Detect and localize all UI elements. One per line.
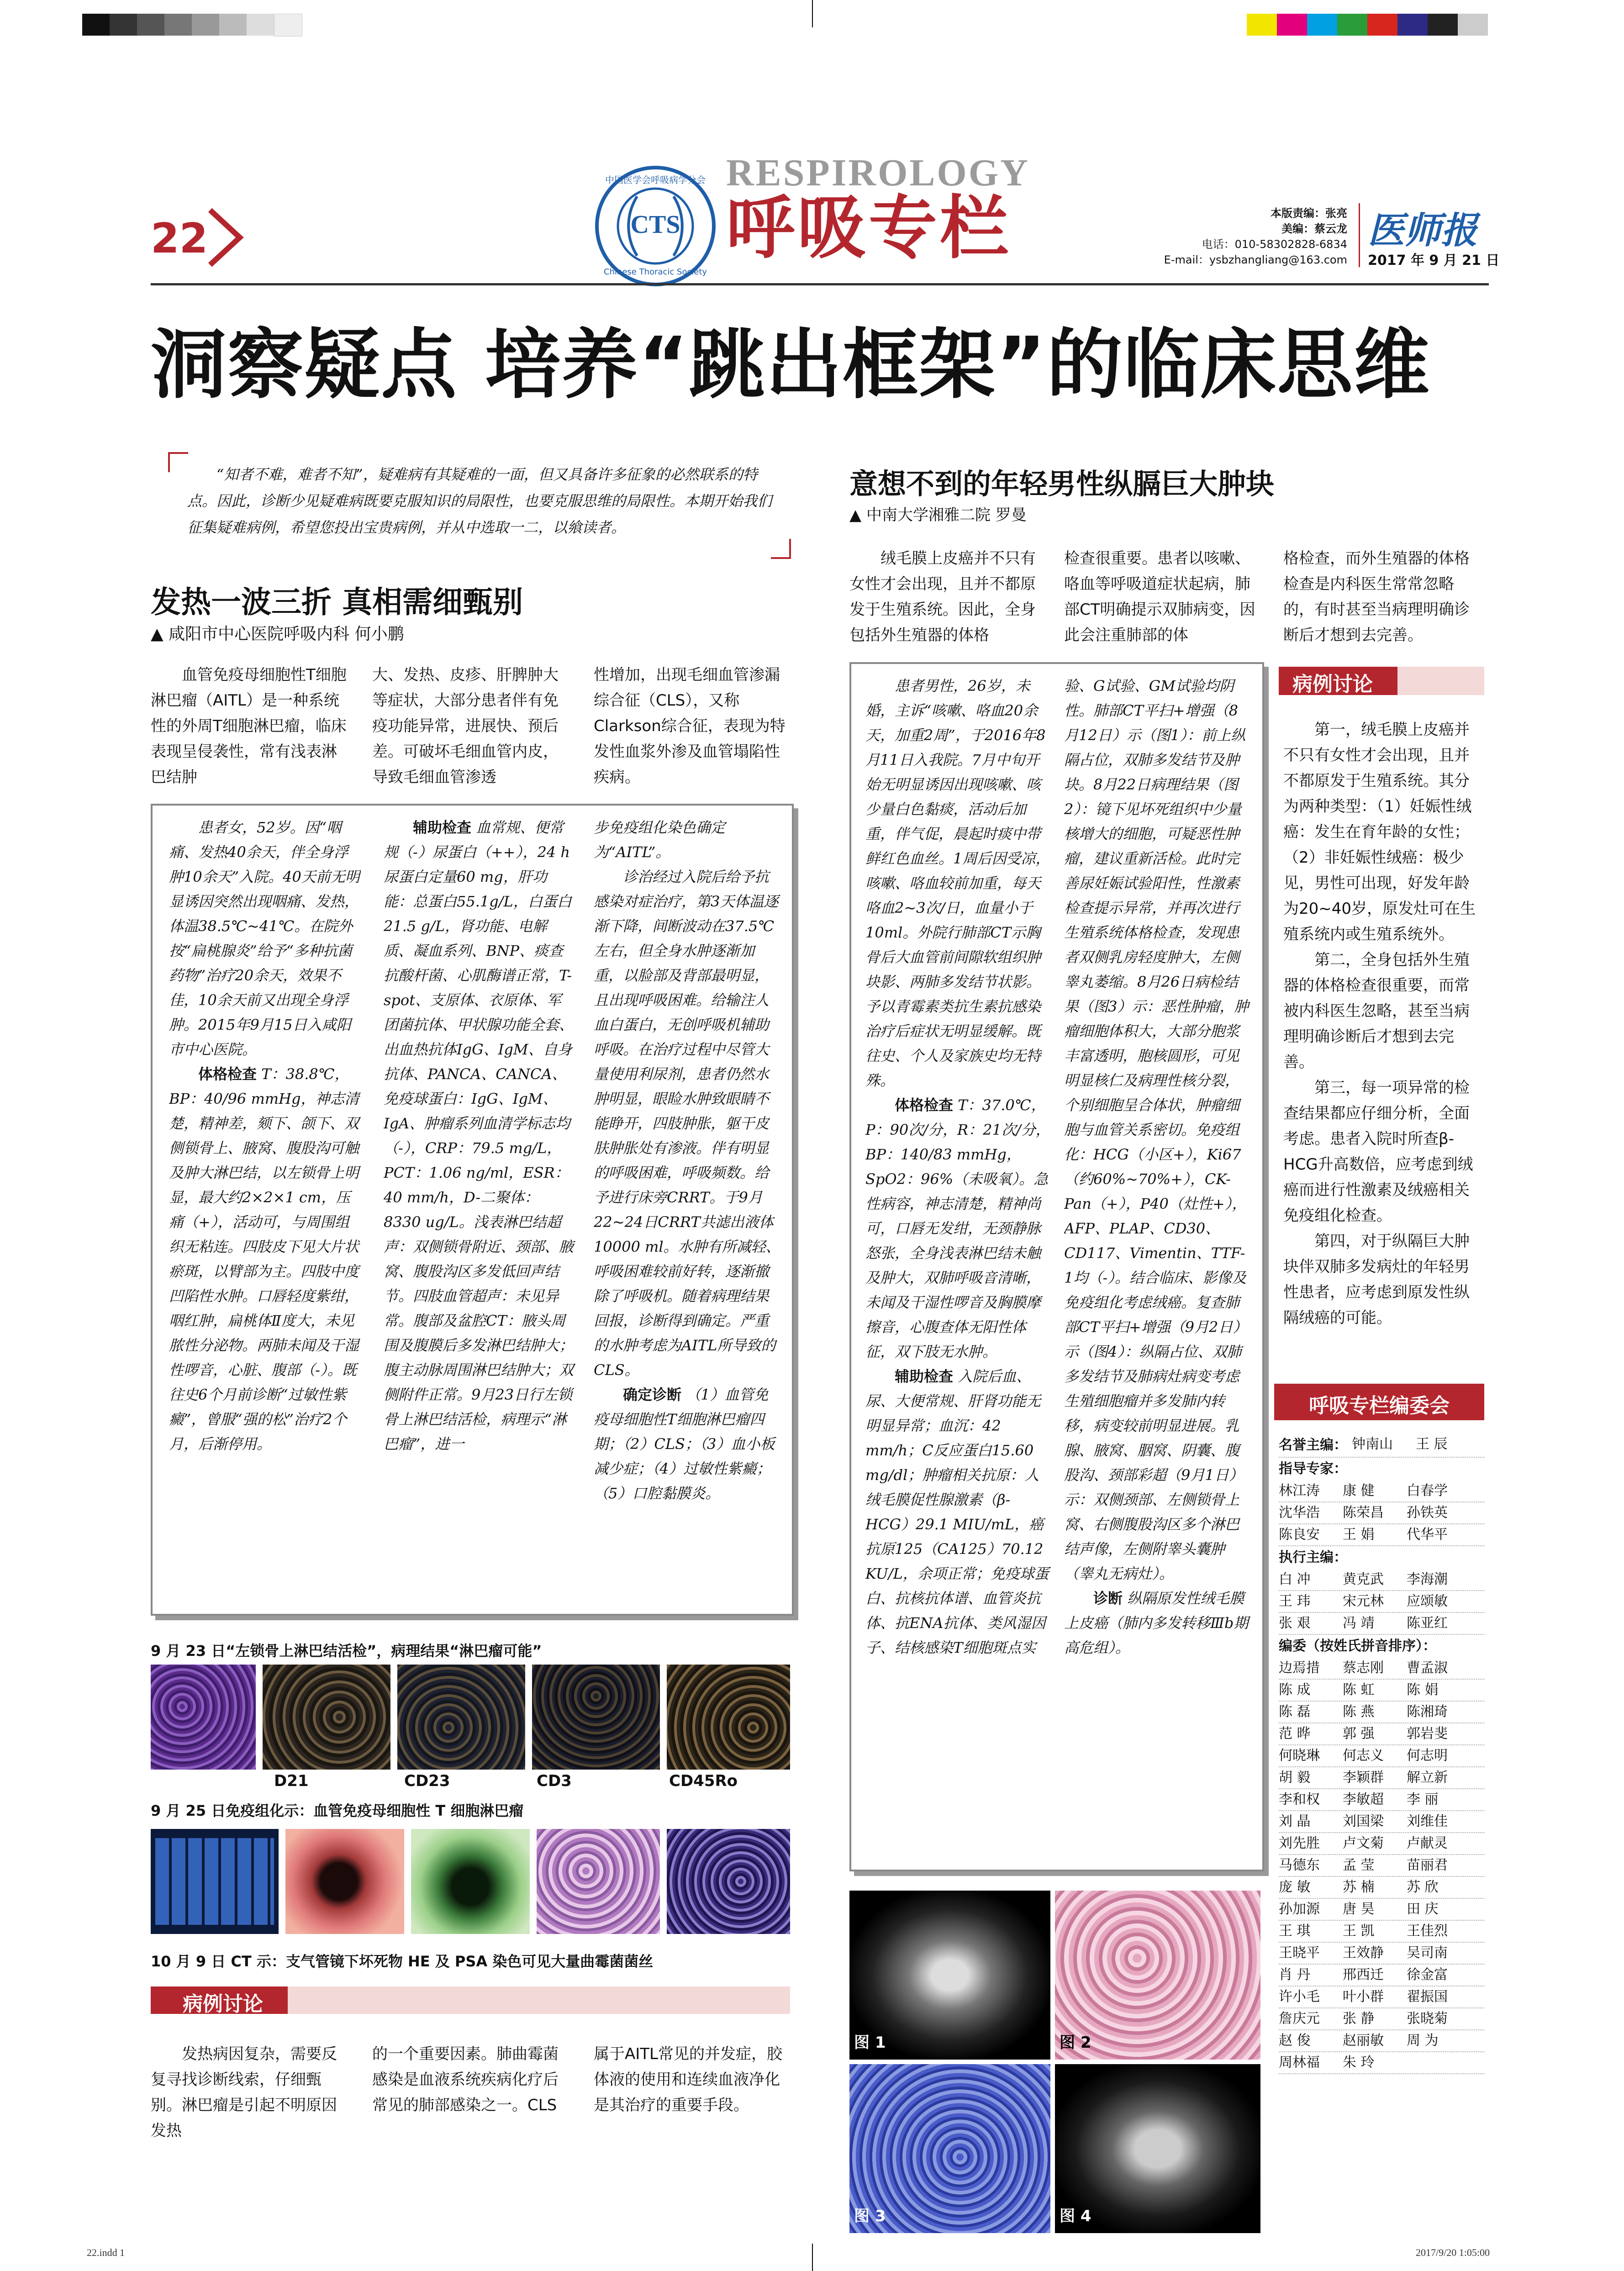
committee-member: 钟南山: [1352, 1436, 1393, 1452]
committee-member: 张 静: [1343, 2011, 1375, 2027]
committee-member: 李和权: [1279, 1792, 1320, 1807]
committee-member: 陈荣昌: [1343, 1505, 1384, 1521]
figure3-caption: 10 月 9 日 CT 示：支气管镜下坏死物 HE 及 PSA 染色可见大量曲霉菌菌丝: [151, 1953, 654, 1970]
committee-row: [1279, 1855, 1484, 1877]
committee-member: 王效静: [1343, 1945, 1384, 1961]
section-title-en: RESPIROLOGY: [726, 152, 1030, 194]
phone-number: 电话：010-58302828-6834: [1202, 238, 1347, 251]
article1-title: 发热一波三折 真相需细甄别: [151, 585, 523, 620]
histology-image-1: [151, 1665, 256, 1770]
committee-member: 翟振国: [1407, 1989, 1448, 2005]
slug-left: 22.indd 1: [87, 2247, 125, 2258]
figure1-caption: 9 月 23 日“左锁骨上淋巴结活检”，病理结果“淋巴瘤可能”: [151, 1642, 542, 1660]
committee-row: [1279, 1921, 1484, 1943]
article2-case-col1: 患者男性，26岁，未婚，主诉“咳嗽、咯血20余天，加重2周”，于2016年8月11日入我院。7月中旬开始无明显诱因出现咳嗽、咳少量白色黏痰，活动后加重，伴气促，晨起时痰中带鲜红色血丝。1周后因受凉，咳嗽、咯血较前加重，每天咯血2~3次/日，血量小于10ml。外院行肺部CT示胸骨后大血管前间隙软组织肿块影、两肺多发结节状影。予以青霉素类抗生素抗感染治疗后症状无明显缓解。既往史、个人及家族史均无特殊。 体格检查 T：37.0℃，P：90次/分，R：21次/分，BP：140/83 mmHg，SpO2：96%（未吸氧）。急性病容，神志清楚，精神尚可，口唇无发绀，无颈静脉怒张，全身浅表淋巴结未触及肿大，双肺呼吸音清晰，未闻及干湿性啰音及胸膜摩擦音，心腹查体无阳性体征，双下肢无水肿。 辅助检查 入院后血、尿、大便常规、肝肾功能无明显异常；血沉：42 mm/h；C反应蛋白15.60 mg/dl；肿瘤相关抗原：人绒毛膜促性腺激素（β-HCG）29.1 MIU/mL，癌抗原125（CA125）70.12 KU/L，余项正常；免疫球蛋白、抗核抗体谱、血管炎抗体、抗ENA抗体、类风湿因子、结核感染T细胞斑点实: [865, 677, 1050, 1656]
cts-logo: [594, 164, 717, 288]
editor-credit: 本版责编：张亮: [1271, 207, 1347, 220]
article2-title: 意想不到的年轻男性纵膈巨大肿块: [849, 467, 1275, 501]
committee-title: 呼吸专栏编委会: [1309, 1394, 1450, 1417]
article1-lead-col2: 大、发热、皮疹、肝脾肿大等症状，大部分患者伴有免疫功能异常，进展快、预后差。可破坏毛细血管内皮，导致毛细血管渗透: [372, 666, 559, 786]
logo-text-bottom: Chinese Thoracic Society: [603, 267, 707, 277]
article1-lead-col3: 性增加，出现毛细血管渗漏综合征（CLS），又称Clarkson综合征，表现为特发性血浆外渗及血管塌陷性疾病。: [594, 666, 786, 786]
committee-member: 王 娟: [1343, 1527, 1375, 1543]
committee-member: 陈 燕: [1343, 1704, 1375, 1720]
article2-byline: ▲ 中南大学湘雅二院 罗曼: [849, 506, 1027, 524]
header-rule: [151, 283, 1489, 285]
committee-member: 康 健: [1343, 1483, 1375, 1499]
article1-discussion-col1: 发热病因复杂，需要反复寻找诊断线索，仔细甄别。淋巴瘤是引起不明原因发热: [151, 2045, 337, 2140]
committee-member: 孟 莹: [1343, 1857, 1375, 1873]
histology-image-he: [537, 1829, 660, 1934]
committee-member: 苗丽君: [1407, 1857, 1448, 1873]
committee-member: 朱 玲: [1343, 2055, 1375, 2071]
committee-member: 陈湘琦: [1407, 1704, 1448, 1720]
committee-row: [1279, 2008, 1484, 2030]
committee-member: 孙铁英: [1407, 1505, 1448, 1521]
article2-lead-col1: 绒毛膜上皮癌并不只有女性才会出现，且并不都原发于生殖系统。因此，全身包括外生殖器的体格: [849, 549, 1036, 644]
committee-row: [1279, 1702, 1484, 1723]
histology-image-cd23: [397, 1665, 525, 1770]
exam-title: 体格检查: [895, 1096, 954, 1114]
committee-member: 应颂敏: [1407, 1593, 1448, 1609]
committee-member: 陈 娟: [1407, 1682, 1439, 1698]
committee-member: 李敏超: [1343, 1792, 1384, 1807]
article1-byline: ▲ 咸阳市中心医院呼吸内科 何小鹏: [151, 625, 404, 643]
crop-mark: [812, 0, 813, 27]
committee-row: [1279, 2030, 1484, 2052]
committee-member: 王佳烈: [1407, 1923, 1448, 1939]
committee-member: 冯 靖: [1343, 1615, 1375, 1631]
committee-member: 代华平: [1407, 1527, 1448, 1543]
committee-member: 唐 昊: [1343, 1901, 1375, 1917]
committee-member: 周 为: [1407, 2033, 1439, 2049]
exam-title: 体格检查: [198, 1065, 257, 1083]
committee-row: [1279, 1658, 1484, 1680]
aux-title: 辅助检查: [895, 1368, 954, 1385]
committee-member: 王 凯: [1343, 1923, 1375, 1939]
committee-member: 张 艰: [1279, 1615, 1311, 1631]
article1-case-col3: 步免疫组化染色确定为“AITL”。 诊治经过入院后给予抗感染对症治疗，第3天体温逐渐下降，间断波动在37.5℃左右，但全身水肿逐渐加重，以脸部及背部最明显，且出现呼吸困难。给输注人血白蛋白，无创呼吸机辅助呼吸。在治疗过程中尽管大量使用利尿剂，患者仍然水肿明显，眼睑水肿致眼睛不能睁开，四肢肿胀，躯干皮肤肿胀处有渗液。伴有明显的呼吸困难，呼吸频数。给予进行床旁CRRT。于9月22~24日CRRT共滤出液体10000 ml。水肿有所减轻、呼吸困难较前好转，逐渐撤除了呼吸机。随着病理结果回报，诊断得到确定。严重的水肿考虑为AITL所导致的CLS。 确定诊断 （1）血管免疫母细胞性T细胞淋巴瘤四期；（2）CLS；（3）血小板减少症；（4）过敏性紫癜；（5）口腔黏膜炎。: [594, 819, 780, 1502]
committee-member: 何晓琳: [1279, 1748, 1320, 1764]
committee-member: 何志义: [1343, 1748, 1384, 1764]
committee-row: [1279, 1591, 1484, 1613]
bracket-right: [771, 539, 791, 559]
diagnosis-title: 确定诊断: [623, 1386, 682, 1403]
committee-row: [1279, 1789, 1484, 1811]
committee-member: 范 晔: [1279, 1726, 1311, 1742]
column-intro: “知者不难，难者不知”，疑难病有其疑难的一面，但又具备许多征象的必然联系的特点。因此，诊断少见疑难病既要克服知识的局限性，也要克服思维的局限性。本期开始我们征集疑难病例，希望您投出宝贵病例，并从中选取一二，以飨读者。: [187, 466, 772, 536]
figure-label: CD3: [537, 1772, 572, 1790]
article2-lead-col2: 检查很重要。患者以咳嗽、咯血等呼吸道症状起病，肺部CT明确提示双肺病变，因此会注重肺部的体: [1064, 549, 1255, 644]
article1-lead-col1: 血管免疫母细胞性T细胞淋巴瘤（AITL）是一种系统性的外周T细胞淋巴瘤，临床表现呈侵袭性，常有浅表淋巴结肿: [151, 666, 347, 786]
committee-member: 李海潮: [1407, 1571, 1448, 1587]
article1-case-col2: 辅助检查 血常规、便常规（-）尿蛋白（++），24 h尿蛋白定量60 mg，肝功能：总蛋白55.1g/L，白蛋白21.5 g/L，肾功能、电解质、凝血系列、BNP、痰查抗酸杆菌、心肌酶谱正常，T-spot、支原体、衣原体、军团菌抗体、甲状腺功能全套、出血热抗体IgG、IgM、自身抗体、PANCA、CANCA、免疫球蛋白：IgG、IgM、IgA、肿瘤系列血清学标志均（-），CRP：79.5 mg/L，PCT：1.06 ng/ml，ESR：40 mm/h，D-二聚体：8330 ug/L。浅表淋巴结超声：双侧锁骨附近、颈部、腋窝、腹股沟区多发低回声结节。四肢血管超声：未见异常。腹部及盆腔CT：腋头周围及腹膜后多发淋巴结肿大；腹主动脉周围淋巴结肿大；双侧附件正常。9月23日行左锁骨上淋巴结活检，病理示“淋巴瘤”，进一: [384, 819, 574, 1453]
committee-member: [1407, 2052, 1471, 2073]
committee-member: 陈 成: [1279, 1682, 1311, 1698]
committee-member: 张晓菊: [1407, 2011, 1448, 2027]
bronchoscopy-image-2: [411, 1829, 530, 1934]
article2-discussion-title: 病例讨论: [1292, 673, 1373, 696]
committee-member: 王 玮: [1279, 1593, 1311, 1609]
committee-row: [1279, 2052, 1484, 2074]
committee-list: [1279, 1434, 1484, 2074]
committee-member: 刘国梁: [1343, 1813, 1384, 1829]
committee-row: [1279, 1502, 1484, 1524]
committee-member: 白春学: [1407, 1483, 1448, 1499]
figure-label: 图 1: [854, 2034, 886, 2052]
committee-member: 詹庆元: [1279, 2011, 1320, 2027]
email-address: E-mail：ysbzhangliang@163.com: [1164, 253, 1347, 266]
article1-discussion-col2: 的一个重要因素。肺曲霉菌感染是血液系统疾病化疗后常见的肺部感染之一。CLS: [372, 2045, 559, 2114]
committee-member: 苏 楠: [1343, 1879, 1375, 1895]
committee-member: 陈良安: [1279, 1527, 1320, 1543]
slug-right: 2017/9/20 1:05:00: [1416, 2247, 1490, 2258]
committee-member: 陈 虹: [1343, 1682, 1375, 1698]
committee-member: 赵丽敏: [1343, 2033, 1384, 2049]
header-divider: [1359, 203, 1360, 267]
committee-member: 叶小群: [1343, 1989, 1384, 2005]
figure-label: 图 2: [1060, 2034, 1091, 2052]
committee-member: 蔡志刚: [1343, 1660, 1384, 1676]
article1-discussion-col3: 属于AITL常见的并发症，胶体液的使用和连续血液净化是其治疗的重要手段。: [594, 2045, 782, 2114]
article1-discussion-title: 病例讨论: [183, 1992, 263, 2016]
committee-row: [1279, 1965, 1484, 1986]
diagnosis-title: 诊断: [1093, 1590, 1123, 1607]
issue-date: 2017 年 9 月 21 日: [1368, 253, 1500, 269]
committee-member: 吴司南: [1407, 1945, 1448, 1961]
committee-member: 王 琪: [1279, 1923, 1311, 1939]
committee-member: 卢献灵: [1407, 1835, 1448, 1851]
figure-label: 图 4: [1060, 2207, 1091, 2225]
committee-role-label: 执行主编：: [1279, 1549, 1347, 1565]
committee-row: [1279, 1811, 1484, 1833]
histology-image-cd3: [532, 1665, 660, 1770]
committee-row: [1279, 1481, 1484, 1502]
histology-image-d21: [263, 1665, 390, 1770]
committee-row: [1279, 1723, 1484, 1745]
committee-member: 庞 敏: [1279, 1879, 1311, 1895]
committee-member: 黄克武: [1343, 1571, 1384, 1587]
committee-row: [1279, 1613, 1484, 1635]
header-contact: [1151, 205, 1347, 268]
article2-case-col2: 验、G试验、GM试验均阴性。肺部CT平扫+增强（8月12日）示（图1）：前上纵隔占位，双肺多发结节及肿块。8月22日病理结果（图2）：镜下见坏死组织中少量核增大的细胞，可疑恶性肿瘤，建议重新活检。此时完善尿妊娠试验阳性，性激素检查提示异常，并再次进行生殖系统体格检查，发现患者双侧乳房轻度肿大，左侧睾丸萎缩。8月26日病检结果（图3）示：恶性肿瘤，肿瘤细胞体积大，大部分胞浆丰富透明，胞核圆形，可见明显核仁及病理性核分裂，个别细胞呈合体状，肿瘤细胞与血管关系密切。免疫组化：HCG（小区+），Ki67（约60%~70%+），CK-Pan（+），P40（灶性+），AFP、PLAP、CD30、CD117、Vimentin、TTF-1均（-）。结合临床、影像及免疫组化考虑绒癌。复查肺部CT平扫+增强（9月2日）示（图4）：纵隔占位、双肺多发结节及肺病灶病变考虑生殖细胞瘤并多发肺内转移，病变较前明显进展。乳腺、腋窝、胭窝、阴囊、腹股沟、颈部彩超（9月1日）示：双侧颈部、左侧锁骨上窝、右侧腹股沟区多个淋巴结声像，左侧附睾头囊肿（睾丸无病灶）。 诊断 纵隔原发性绒毛膜上皮癌（肺内多发转移Ⅲb期高危组）。: [1064, 677, 1249, 1656]
committee-member: 刘维佳: [1407, 1813, 1448, 1829]
committee-member: 许小毛: [1279, 1989, 1320, 2005]
committee-role-label: 名誉主编：: [1279, 1437, 1347, 1453]
paper-name-logo: 医师报: [1368, 209, 1477, 252]
article2-lead-col3: 格检查，而外生殖器的体格检查是内科医生常常忽略的，有时甚至当病理明确诊断后才想到去完善。: [1283, 549, 1470, 644]
committee-member: 王晓平: [1279, 1945, 1320, 1961]
logo-text-top: 中国医学会呼吸病学分会: [605, 174, 706, 185]
committee-member: 孙加源: [1279, 1901, 1320, 1917]
histology-image-cd45ro: [667, 1665, 790, 1770]
committee-member: 马德东: [1279, 1857, 1320, 1873]
committee-member: 何志明: [1407, 1748, 1448, 1764]
committee-member: 刘 晶: [1279, 1813, 1311, 1829]
designer-credit: 美编：蔡云龙: [1281, 222, 1347, 235]
committee-member: 解立新: [1407, 1770, 1448, 1786]
figure-label: CD23: [404, 1772, 450, 1790]
committee-member: 边焉措: [1279, 1660, 1320, 1676]
committee-row: [1279, 1943, 1484, 1965]
ct-scan-strip: [151, 1829, 279, 1934]
bracket-left: [168, 452, 188, 472]
committee-member: 刘先胜: [1279, 1835, 1320, 1851]
figure-label: 图 3: [854, 2207, 886, 2225]
committee-member: 李颖群: [1343, 1770, 1384, 1786]
committee-member: 周林福: [1279, 2055, 1320, 2071]
committee-member: 卢文菊: [1343, 1835, 1384, 1851]
logo-center: CTS: [630, 211, 680, 239]
committee-member: 林江涛: [1279, 1483, 1320, 1499]
page-number: 22: [151, 215, 208, 263]
histology-image-psa: [667, 1829, 790, 1934]
committee-member: 徐金富: [1407, 1967, 1448, 1983]
committee-member: 陈 磊: [1279, 1704, 1311, 1720]
committee-member: 白 冲: [1279, 1571, 1311, 1587]
committee-row: [1279, 1745, 1484, 1767]
committee-member: 曹孟淑: [1407, 1660, 1448, 1676]
committee-member: 李 丽: [1407, 1792, 1439, 1807]
figure-label: D21: [274, 1772, 309, 1790]
committee-row: [1279, 1569, 1484, 1591]
article2-discussion-body: 第一，绒毛膜上皮癌并不只有女性才会出现，且并不都原发于生殖系统。其分为两种类型：（1）妊娠性绒癌：发生在育年龄的女性；（2）非妊娠性绒癌：极少见，男性可出现，好发年龄为20~40岁，原发灶可在生殖系统内或生殖系统外。 第二，全身包括外生殖器的体格检查很重要，而常被内科医生忽略，甚至当病理明确诊断后才想到去完善。 第三，每一项异常的检查结果都应仔细分析，全面考虑。患者入院时所查β-HCG升高数倍，应考虑到绒癌而进行性激素及绒癌相关免疫组化检查。 第四，对于纵隔巨大肿块伴双肺多发病灶的年轻男性患者，应考虑到原发性纵隔绒癌的可能。: [1283, 721, 1476, 1327]
committee-member: 苏 欣: [1407, 1879, 1439, 1895]
committee-row: [1279, 1434, 1484, 1458]
figure2-caption: 9 月 25 日免疫组化示：血管免疫母细胞性 T 细胞淋巴瘤: [151, 1802, 524, 1819]
committee-member: 沈华浩: [1279, 1505, 1320, 1521]
committee-row: [1279, 1767, 1484, 1789]
committee-member: 田 庆: [1407, 1901, 1439, 1917]
committee-member: 郭 强: [1343, 1726, 1375, 1742]
committee-row: [1279, 1899, 1484, 1921]
committee-member: 肖 丹: [1279, 1967, 1311, 1983]
committee-member: 陈亚红: [1407, 1615, 1448, 1631]
article1-case-col1: 患者女，52岁。因“咽痛、发热40余天，伴全身浮肿10余天”入院。40天前无明显诱因突然出现咽痛、发热，体温38.5℃~41℃。在院外按“扁桃腺炎”给予“多种抗菌药物”治疗20余天，效果不佳，10余天前又出现全身浮肿。2015年9月15日入咸阳市中心医院。 体格检查 T：38.8℃，BP：40/96 mmHg，神志清楚，精神差，颏下、颌下、双侧锁骨上、腋窝、腹股沟可触及肿大淋巴结，以左锁骨上明显，最大约2×2×1 cm，压痛（+），活动可，与周围组织无粘连。四肢皮下见大片状瘀斑，以臂部为主。四肢中度凹陷性水肿。口唇轻度紫绀，咽红肿，扁桃体Ⅱ度大，未见脓性分泌物。两肺未闻及干湿性啰音，心脏、腹部（-）。既往史6个月前诊断“过敏性紫癜”，曾服“强的松”治疗2个月，后渐停用。: [169, 819, 360, 1453]
aux-title: 辅助检查: [413, 819, 472, 836]
page-headline: 洞察疑点 培养“跳出框架”的临床思维: [151, 321, 1430, 409]
committee-member: 赵 俊: [1279, 2033, 1311, 2049]
crop-mark: [812, 2244, 813, 2271]
committee-row: [1279, 1986, 1484, 2008]
committee-row: [1279, 1877, 1484, 1899]
committee-member: 宋元林: [1343, 1593, 1384, 1609]
section-title-cn: 呼吸专栏: [726, 189, 1012, 268]
committee-row: [1279, 1680, 1484, 1702]
committee-row: [1279, 1524, 1484, 1546]
chevron-right-icon: [206, 205, 247, 269]
committee-role-label: 指导专家：: [1279, 1461, 1347, 1477]
bronchoscopy-image-1: [285, 1829, 404, 1934]
committee-member: 王 辰: [1416, 1436, 1448, 1452]
committee-row: [1279, 1833, 1484, 1855]
committee-member: 郭岩斐: [1407, 1726, 1448, 1742]
figure-label: CD45Ro: [669, 1772, 738, 1790]
committee-member: 邢西迁: [1343, 1967, 1384, 1983]
committee-role-label: 编委（按姓氏拼音排序）：: [1279, 1638, 1436, 1654]
committee-member: 胡 毅: [1279, 1770, 1311, 1786]
